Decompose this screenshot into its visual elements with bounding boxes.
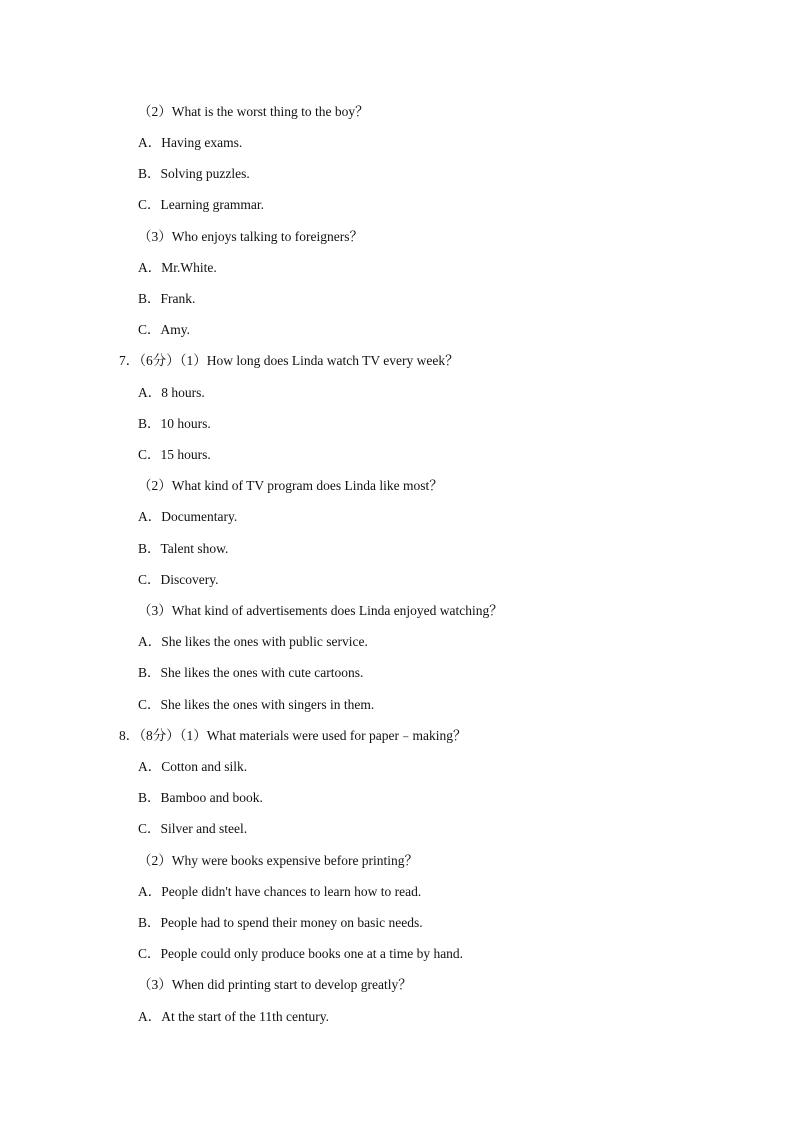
option-7-2-a: A．Documentary.	[138, 509, 238, 524]
option-6-3-a: A．Mr.White.	[138, 260, 217, 275]
option-7-1-a: A．8 hours.	[138, 385, 205, 400]
option-7-1-b: B．10 hours.	[138, 416, 211, 431]
question-8-3: （3）When did printing start to develop greatly？	[138, 977, 412, 992]
question-7-2: （2）What kind of TV program does Linda like most？	[138, 478, 443, 493]
question-8-1: 8．（8分）（1）What materials were used for paper﹣making？	[119, 728, 467, 743]
option-6-2-a: A．Having exams.	[138, 135, 243, 150]
option-7-2-c: C．Discovery.	[138, 572, 219, 587]
question-7-1: 7．（6分）（1）How long does Linda watch TV every week？	[119, 353, 459, 368]
option-7-1-c: C．15 hours.	[138, 447, 211, 462]
question-6-2: （2）What is the worst thing to the boy？	[138, 104, 369, 119]
option-6-2-c: C．Learning grammar.	[138, 197, 264, 212]
option-8-2-c: C．People could only produce books one at a time by hand.	[138, 946, 464, 961]
option-7-3-b: B．She likes the ones with cute cartoons.	[138, 665, 364, 680]
question-8-2: （2）Why were books expensive before printing？	[138, 853, 419, 868]
option-7-2-b: B．Talent show.	[138, 541, 229, 556]
option-6-2-b: B．Solving puzzles.	[138, 166, 250, 181]
option-6-3-c: C．Amy.	[138, 322, 191, 337]
option-7-3-a: A．She likes the ones with public service.	[138, 634, 368, 649]
option-8-1-c: C．Silver and steel.	[138, 821, 248, 836]
question-7-3: （3）What kind of advertisements does Linda enjoyed watching？	[138, 603, 503, 618]
option-8-1-b: B．Bamboo and book.	[138, 790, 263, 805]
option-8-1-a: A．Cotton and silk.	[138, 759, 248, 774]
question-6-3: （3）Who enjoys talking to foreigners？	[138, 229, 363, 244]
option-8-3-a: A．At the start of the 11th century.	[138, 1009, 329, 1024]
option-6-3-b: B．Frank.	[138, 291, 196, 306]
option-8-2-b: B．People had to spend their money on basic needs.	[138, 915, 423, 930]
option-8-2-a: A．People didn't have chances to learn how to read.	[138, 884, 422, 899]
option-7-3-c: C．She likes the ones with singers in them.	[138, 697, 375, 712]
